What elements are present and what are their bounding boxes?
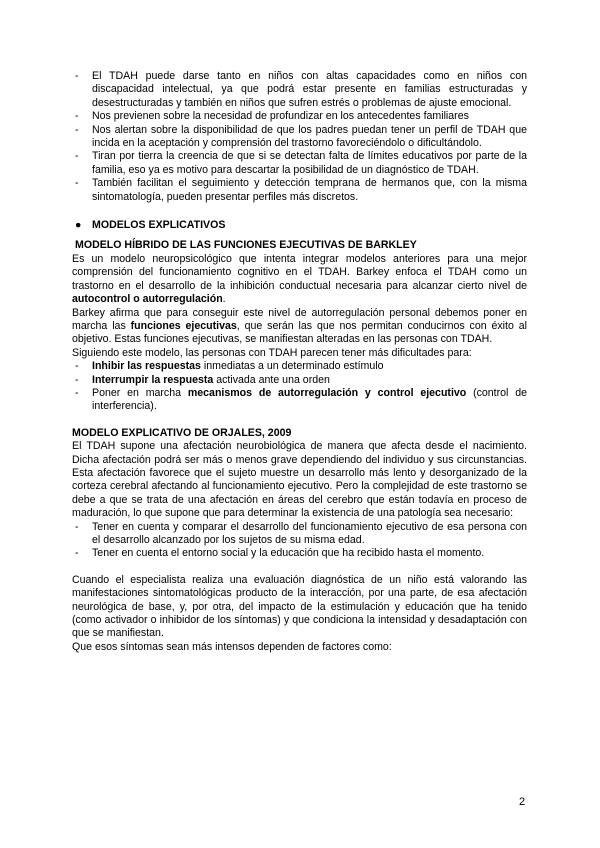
consequences-list — [72, 70, 527, 204]
page-content — [72, 70, 527, 654]
orjales-requirements-list — [72, 521, 527, 561]
list-item: - Tener en cuenta y comparar el desarrollo del funcionamiento ejecutivo de esa persona con el desarrollo alcanzado por los sujetos de su misma edad. — [72, 521, 527, 548]
bullet-dot-icon: ● — [75, 219, 82, 232]
orjales-paragraph-2: Cuando el especialista realiza una evaluación diagnóstica de un niño está valorando las manifestaciones sintomatológicas producto de la interacción, por una parte, de esa afectación neurológica de base, y, por otra, del impacto de la estimulación y educación que ha tenido (como activador o inhibidor de los síntomas) y que condiciona la intensidad y desadaptación con que se manifiestan. — [72, 573, 527, 640]
spacer — [72, 561, 527, 574]
list-item: - Poner en marcha mecanismos de autorregulación y control ejecutivo (control de interferencia). — [72, 387, 527, 414]
models-heading — [72, 219, 527, 232]
barkley-paragraph-1: Es un modelo neuropsicológico que intenta integrar modelos anteriores para una mejor comprensión del funcionamiento cognitivo en el TDAH. Barkey enfoca el TDAH como un trastorno en el desarrollo de la inhibición conductual necesaria para alcanzar cierto nivel de autocontrol o autorregulación. — [72, 252, 527, 306]
section-title-barkley: MODELO HÍBRIDO DE LAS FUNCIONES EJECUTIVAS DE BARKLEY — [75, 239, 417, 252]
list-item: - Tiran por tierra la creencia de que si se detectan falta de límites educativos por parte de la familia, eso ya es motivo para descartar la posibilidad de un diagnóstico de TDAH. — [72, 150, 527, 177]
list-item: - Inhibir las respuestas inmediatas a un determinado estímulo — [72, 360, 527, 373]
list-item: - Interrumpir la respuesta activada ante una orden — [72, 374, 527, 387]
barkley-paragraph-2: Barkey afirma que para conseguir este nivel de autorregulación personal debemos poner en marcha las funciones ejecutivas, que serán las que nos permitan conducirnos con éxito al objetivo. Estas funciones ejecutivas, se manifiestan alteradas en las personas con TDAH. — [72, 306, 527, 346]
models-heading-text: MODELOS EXPLICATIVOS — [92, 219, 226, 232]
list-item: - También facilitan el seguimiento y detección temprana de hermanos que, con la misma sintomatología, pueden presentar perfiles más discretos. — [72, 177, 527, 204]
list-item: - Nos previenen sobre la necesidad de profundizar en los antecedentes familiares — [72, 110, 527, 123]
barkley-difficulties-list — [72, 360, 527, 414]
list-item: - Tener en cuenta el entorno social y la educación que ha recibido hasta el momento. — [72, 547, 527, 560]
section-title-orjales: MODELO EXPLICATIVO DE ORJALES, 2009 — [72, 426, 292, 439]
barkley-paragraph-3: Siguiendo este modelo, las personas con TDAH parecen tener más dificultades para: — [72, 346, 472, 359]
orjales-paragraph-3: Que esos síntomas sean más intensos dependen de factores como: — [72, 640, 392, 653]
list-item: - El TDAH puede darse tanto en niños con altas capacidades como en niños con discapacidad intelectual, ya que podrá estar presente en familias estructuradas y desestructuradas y también en niños que sufren estrés o problemas de ajuste emocional. — [72, 70, 527, 110]
page-number: 2 — [519, 796, 526, 808]
orjales-paragraph-1: El TDAH supone una afectación neurobiológica de manera que afecta desde el nacimiento. Dicha afectación podrá ser más o menos grave dependiendo del individuo y sus circunstancias. Esta afectación favorece que el sujeto muestre un desarrollo más lento y desorganizado de la corteza cerebral afectando al funcionamiento ejecutivo. Pero la complejidad de este trastorno se debe a que se trata de una afectación en áreas del cerebro que están todavía en proceso de maduración, lo que supone que para determinar la existencia de una patología sea necesario: — [72, 440, 527, 520]
list-item: - Nos alertan sobre la disponibilidad de que los padres puedan tener un perfil de TDAH que incida en la aceptación y comprensión del trastorno favoreciéndolo o dificultándolo. — [72, 124, 527, 151]
